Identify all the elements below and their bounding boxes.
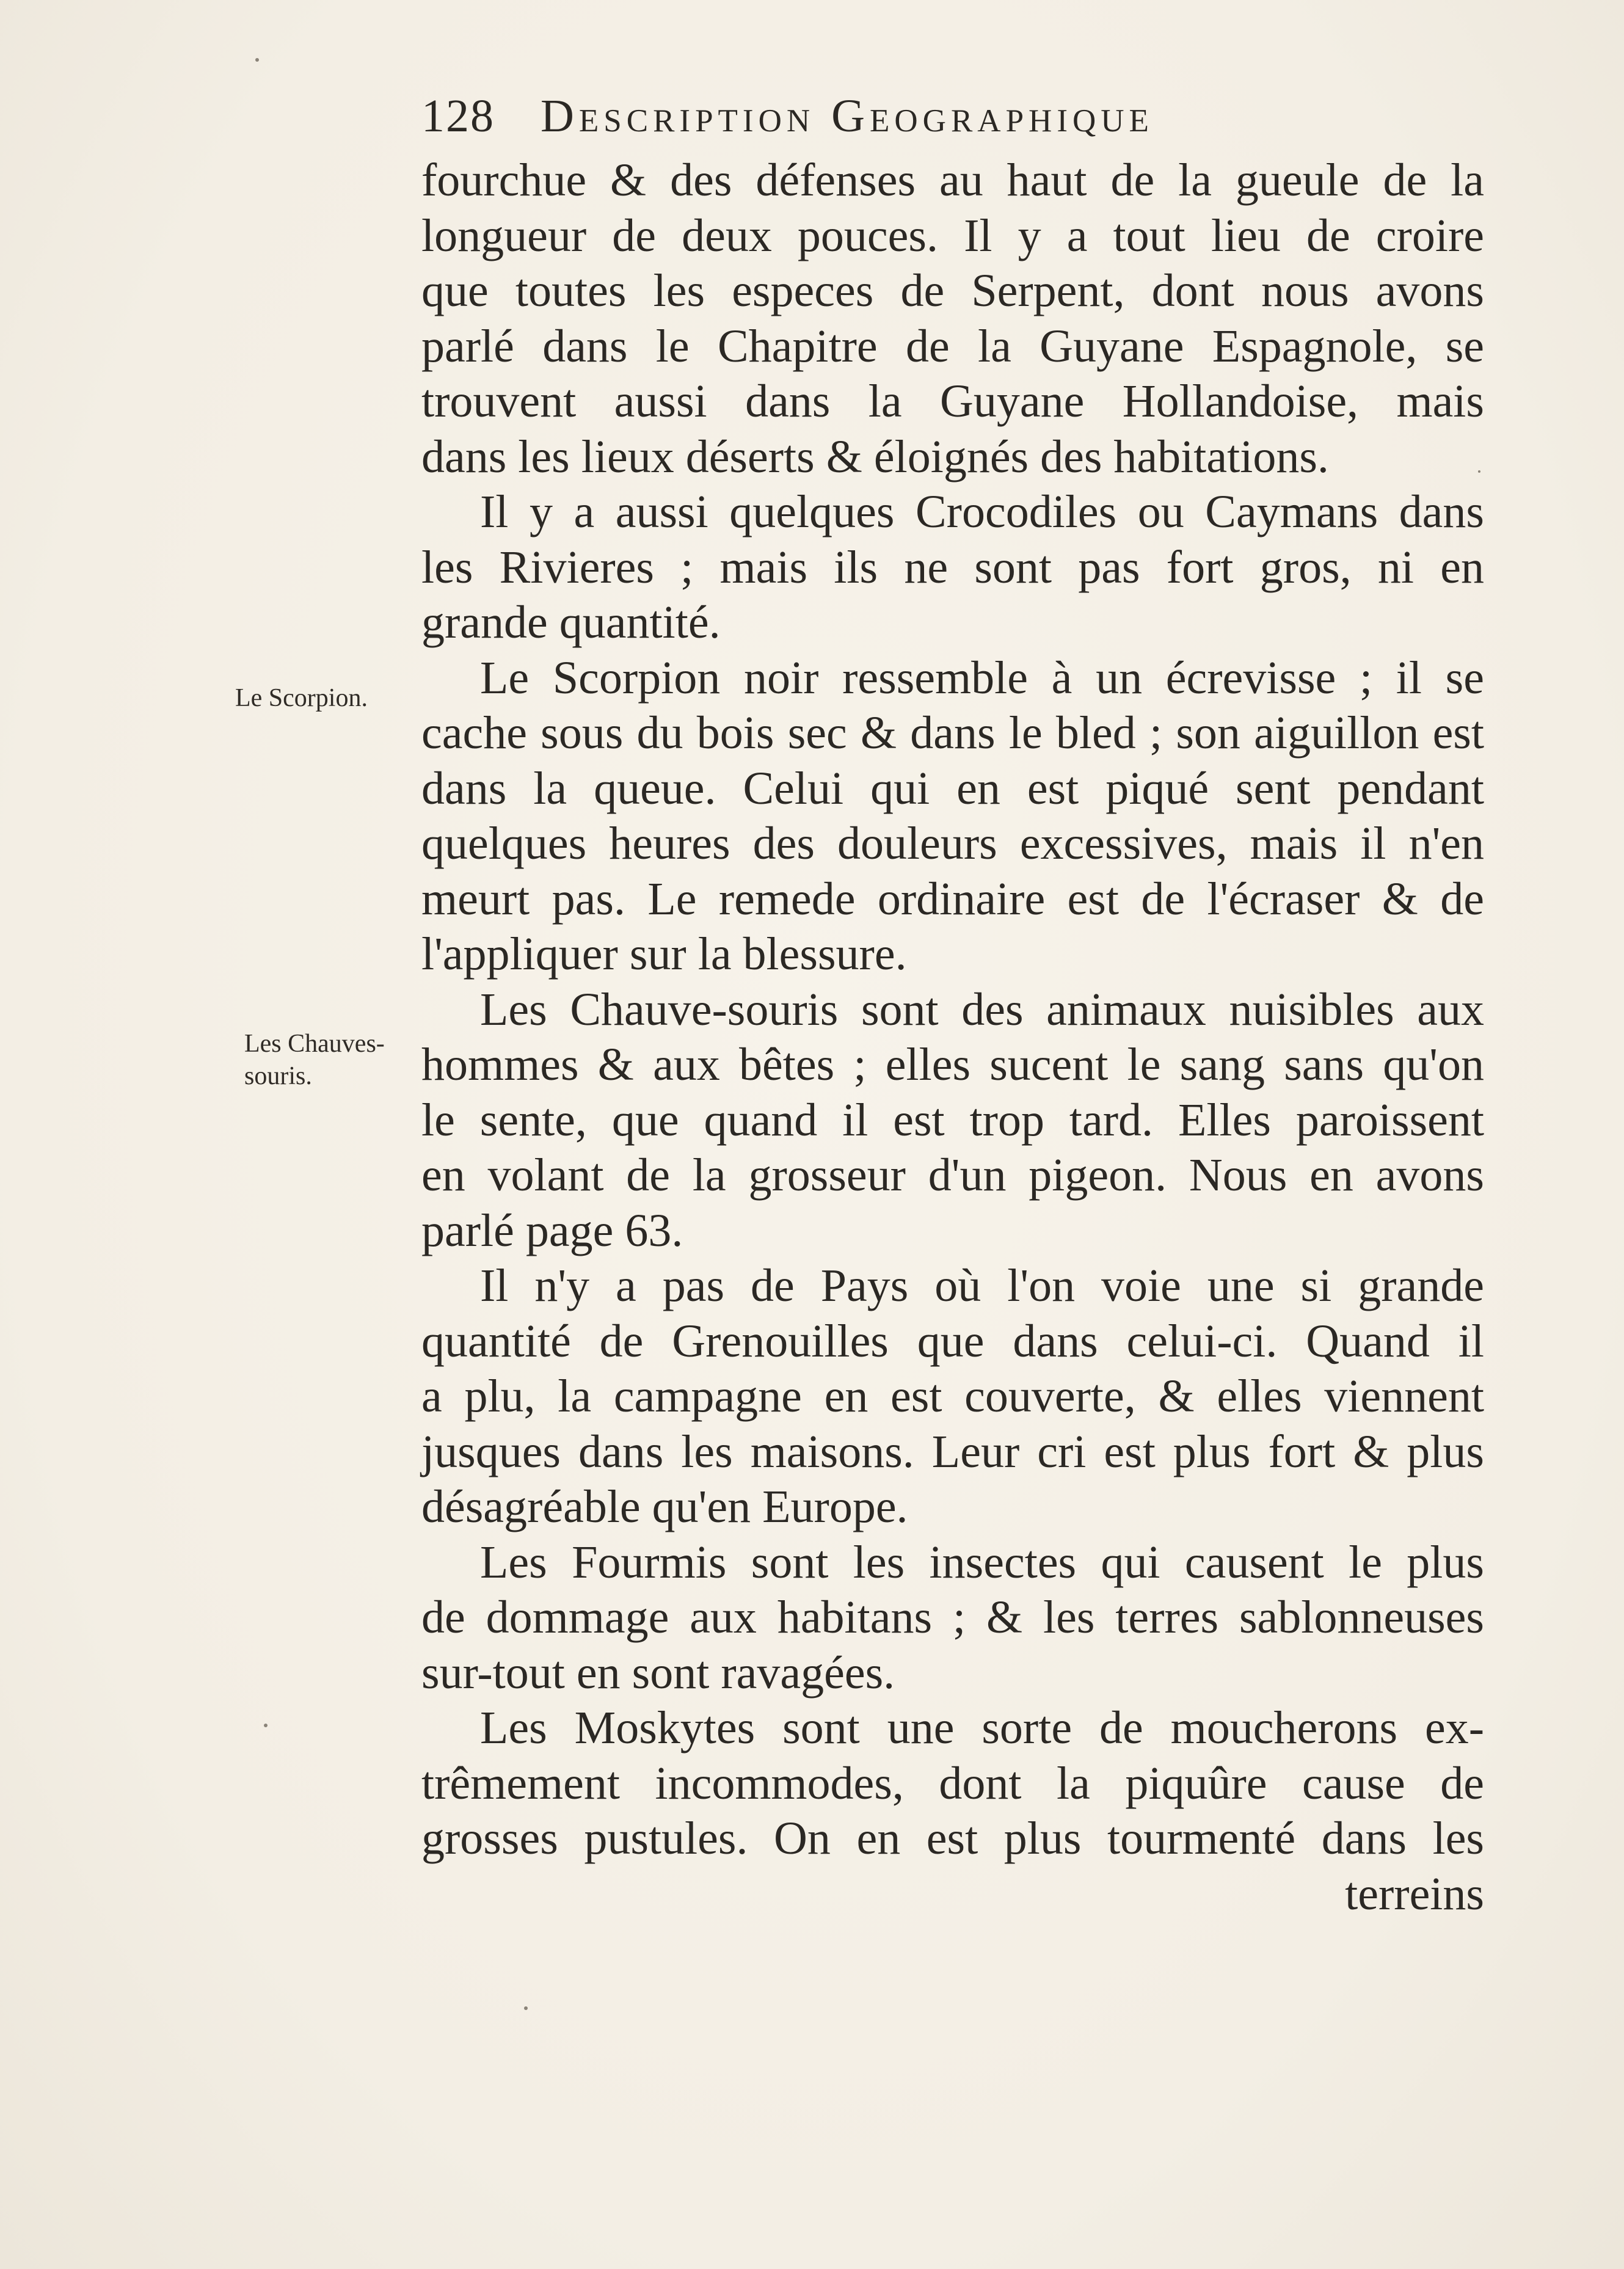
text-line: dans les lieux déserts & éloignés des habitations. [421, 431, 1329, 483]
text-line: grosses pustules. On en est plus tourmenté dans les [421, 1813, 1484, 1864]
page-number: 128 [421, 90, 495, 142]
text-line: longueur de deux pouces. Il y a tout lieu de croire [421, 209, 1484, 261]
catchword: terreins [1345, 1868, 1484, 1920]
text-line: a plu, la campagne en est couverte, & elles viennent [421, 1371, 1484, 1422]
text-line: quantité de Grenouilles que dans celui-ci. Quand il [421, 1315, 1484, 1367]
text-line: désagréable qu'en Europe. [421, 1481, 908, 1532]
margin-note-chauves: Les Chauves- [244, 1030, 385, 1058]
margin-note-scorpion: Le Scorpion. [235, 684, 368, 712]
paper-speck [1478, 470, 1480, 473]
text-line: Il n'y a pas de Pays où l'on voie une si grande [480, 1260, 1484, 1311]
text-line: de dommage aux habitans ; & les terres sablonneuses [421, 1592, 1484, 1643]
text-line: parlé dans le Chapitre de la Guyane Espagnole, se [421, 320, 1484, 372]
text-line: Les Fourmis sont les insectes qui causent le plus [480, 1536, 1484, 1588]
text-line: dans la queue. Celui qui en est piqué sent pendant [421, 762, 1484, 814]
text-line: les Rivieres ; mais ils ne sont pas fort gros, ni en [421, 541, 1484, 593]
text-line: le sente, que quand il est trop tard. Elles paroissent [421, 1094, 1484, 1146]
text-line: en volant de la grosseur d'un pigeon. Nous en avons [421, 1149, 1484, 1201]
running-title: Description Geographique [541, 90, 1154, 142]
body-text [421, 153, 1484, 1921]
paper-speck [255, 58, 259, 62]
text-line: Le Scorpion noir ressemble à un écrevisse ; il se [480, 652, 1484, 704]
margin-note-souris: souris. [244, 1062, 312, 1090]
text-line: parlé page 63. [421, 1204, 683, 1256]
text-line: hommes & aux bêtes ; elles sucent le sang sans qu'on [421, 1039, 1484, 1090]
text-line: sur-tout en sont ravagées. [421, 1647, 895, 1699]
text-line: trêmement incommodes, dont la piquûre cause de [421, 1757, 1484, 1809]
text-line: jusques dans les maisons. Leur cri est plus fort & plus [421, 1426, 1484, 1477]
text-line: quelques heures des douleurs excessives, mais il n'en [421, 818, 1484, 869]
text-line: trouvent aussi dans la Guyane Hollandoise, mais [421, 376, 1484, 427]
text-line: fourchue & des défenses au haut de la gueule de la [421, 155, 1484, 206]
text-line: l'appliquer sur la blessure. [421, 928, 907, 980]
running-header [421, 86, 1374, 147]
paper-speck [264, 1724, 268, 1727]
text-line: que toutes les especes de Serpent, dont nous avons [421, 265, 1484, 316]
text-line: meurt pas. Le remede ordinaire est de l'écraser & de [421, 873, 1484, 925]
text-line: cache sous du bois sec & dans le bled ; son aiguillon est [421, 707, 1484, 759]
text-line: Les Chauve-souris sont des animaux nuisibles aux [480, 983, 1484, 1035]
text-line: grande quantité. [421, 597, 721, 648]
text-line: Les Moskytes sont une sorte de moucherons ex- [480, 1702, 1484, 1754]
paper-speck [524, 2006, 528, 2010]
text-line: Il y a aussi quelques Crocodiles ou Caymans dans [480, 486, 1484, 537]
